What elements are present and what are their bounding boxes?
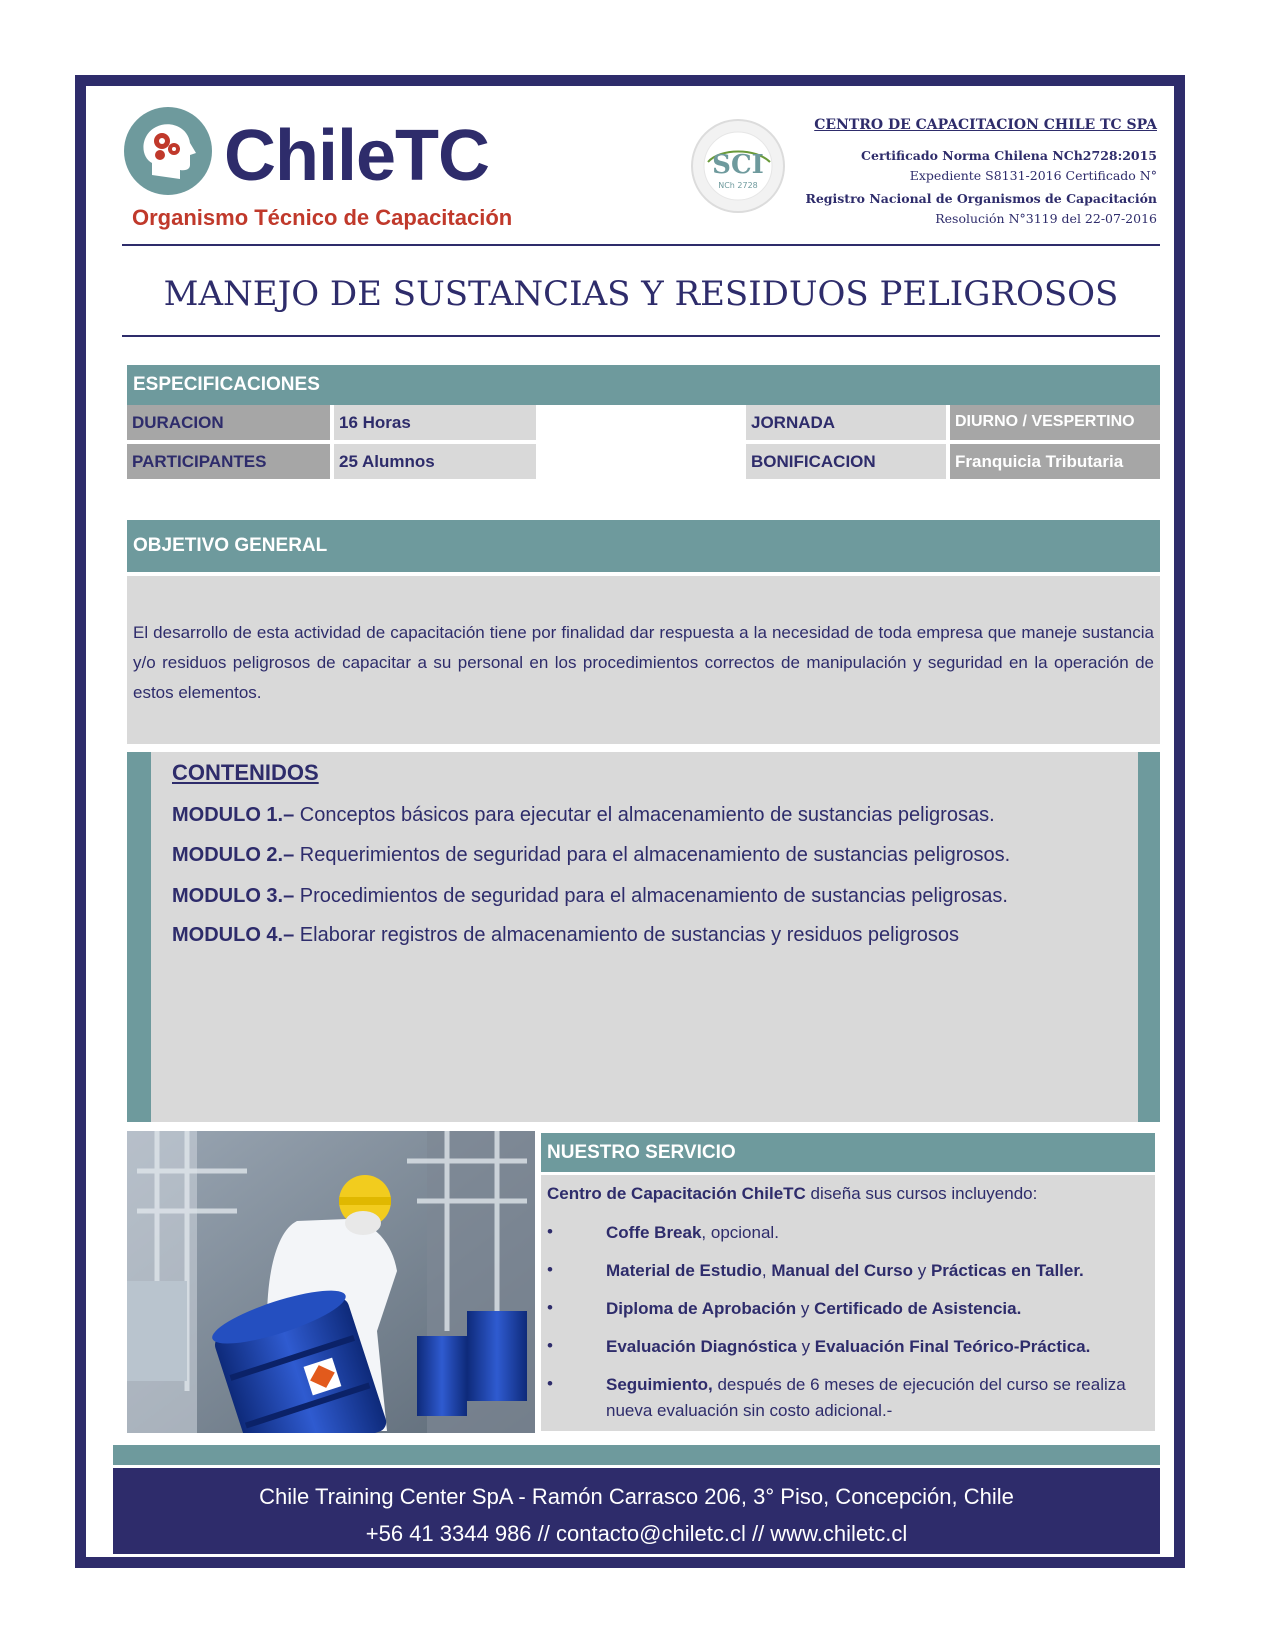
seal-text: SCI xyxy=(712,150,764,180)
title-divider xyxy=(122,335,1160,337)
service-item-evaluacion: Evaluación Diagnóstica y Evaluación Final Teórico-Práctica. xyxy=(606,1337,1091,1356)
footer-accent-bar xyxy=(113,1445,1160,1465)
worker-with-barrels-photo xyxy=(127,1131,535,1433)
sci-certification-seal-icon xyxy=(690,118,786,214)
bullet-icon: • xyxy=(547,1222,553,1241)
module-item: MODULO 1.– Conceptos básicos para ejecutar el almacenamiento de sustancias peligrosas. xyxy=(172,804,995,826)
footer xyxy=(113,1468,1160,1554)
page-title: MANEJO DE SUSTANCIAS Y RESIDUOS PELIGROSOS xyxy=(163,274,1119,314)
service-item-material: Material de Estudio, Manual del Curso y Prácticas en Taller. xyxy=(606,1261,1084,1280)
module-item: MODULO 2.– Requerimientos de seguridad para el almacenamiento de sustancias peligrosos. xyxy=(172,844,1011,866)
seal-subtext: NCh 2728 xyxy=(718,181,758,190)
objetivo-heading: OBJETIVO GENERAL xyxy=(127,520,1160,572)
module-item: MODULO 4.– Elaborar registros de almacenamiento de sustancias y residuos peligrosos xyxy=(172,924,960,946)
jornada-label: JORNADA xyxy=(746,405,946,440)
module-item: MODULO 3.– Procedimientos de seguridad para el almacenamiento de sustancias peligrosas. xyxy=(172,885,1008,907)
servicio-heading: NUESTRO SERVICIO xyxy=(541,1133,1155,1172)
duracion-value: 16 Horas xyxy=(334,405,536,440)
resolucion: Resolución N°3119 del 22-07-2016 xyxy=(935,211,1157,226)
bullet-icon: • xyxy=(547,1336,553,1355)
org-name: CENTRO DE CAPACITACION CHILE TC SPA xyxy=(814,117,1157,133)
objetivo-text: El desarrollo de esta actividad de capacitación tiene por finalidad dar respuesta a la necesidad de toda empresa que maneje sustancia y/o residuos peligrosos de capacitar a su personal en los procedimientos correctos de manipulación y seguridad en la operación de estos elementos. xyxy=(127,576,1160,744)
registro-nacional: Registro Nacional de Organismos de Capacitación xyxy=(805,191,1157,206)
servicio-intro: Centro de Capacitación ChileTC diseña sus cursos incluyendo: xyxy=(547,1184,1038,1203)
bullet-icon: • xyxy=(547,1260,553,1279)
header-divider xyxy=(122,244,1160,246)
duracion-label: DURACION xyxy=(127,405,330,440)
footer-address: Chile Training Center SpA - Ramón Carrasco 206, 3° Piso, Concepción, Chile xyxy=(259,1484,1014,1509)
cert-norma: Certificado Norma Chilena NCh2728:2015 xyxy=(861,148,1157,163)
specs-heading: ESPECIFICACIONES xyxy=(127,365,1160,405)
participantes-value: 25 Alumnos xyxy=(334,444,536,479)
logo-wordmark: ChileTC xyxy=(224,116,490,196)
jornada-value: DIURNO / VESPERTINO xyxy=(950,405,1160,440)
bullet-icon: • xyxy=(547,1374,553,1393)
footer-contact: +56 41 3344 986 // contacto@chiletc.cl // www.chiletc.cl xyxy=(365,1521,908,1546)
service-item-seguimiento: Seguimiento, después de 6 meses de ejecución del curso se realiza nueva evaluación sin costo adicional.- xyxy=(606,1375,1126,1420)
contenidos-heading: CONTENIDOS xyxy=(172,760,319,785)
service-item-diploma: Diploma de Aprobación y Certificado de Asistencia. xyxy=(606,1299,1022,1318)
bonificacion-value: Franquicia Tributaria xyxy=(950,444,1160,479)
expediente: Expediente S8131-2016 Certificado N° xyxy=(909,168,1157,183)
bullet-icon: • xyxy=(547,1298,553,1317)
service-item-coffee: Coffe Break, opcional. xyxy=(606,1223,779,1242)
participantes-label: PARTICIPANTES xyxy=(127,444,330,479)
bonificacion-label: BONIFICACION xyxy=(746,444,946,479)
brain-head-logo-icon xyxy=(122,105,214,197)
logo-tagline: Organismo Técnico de Capacitación xyxy=(132,205,513,230)
